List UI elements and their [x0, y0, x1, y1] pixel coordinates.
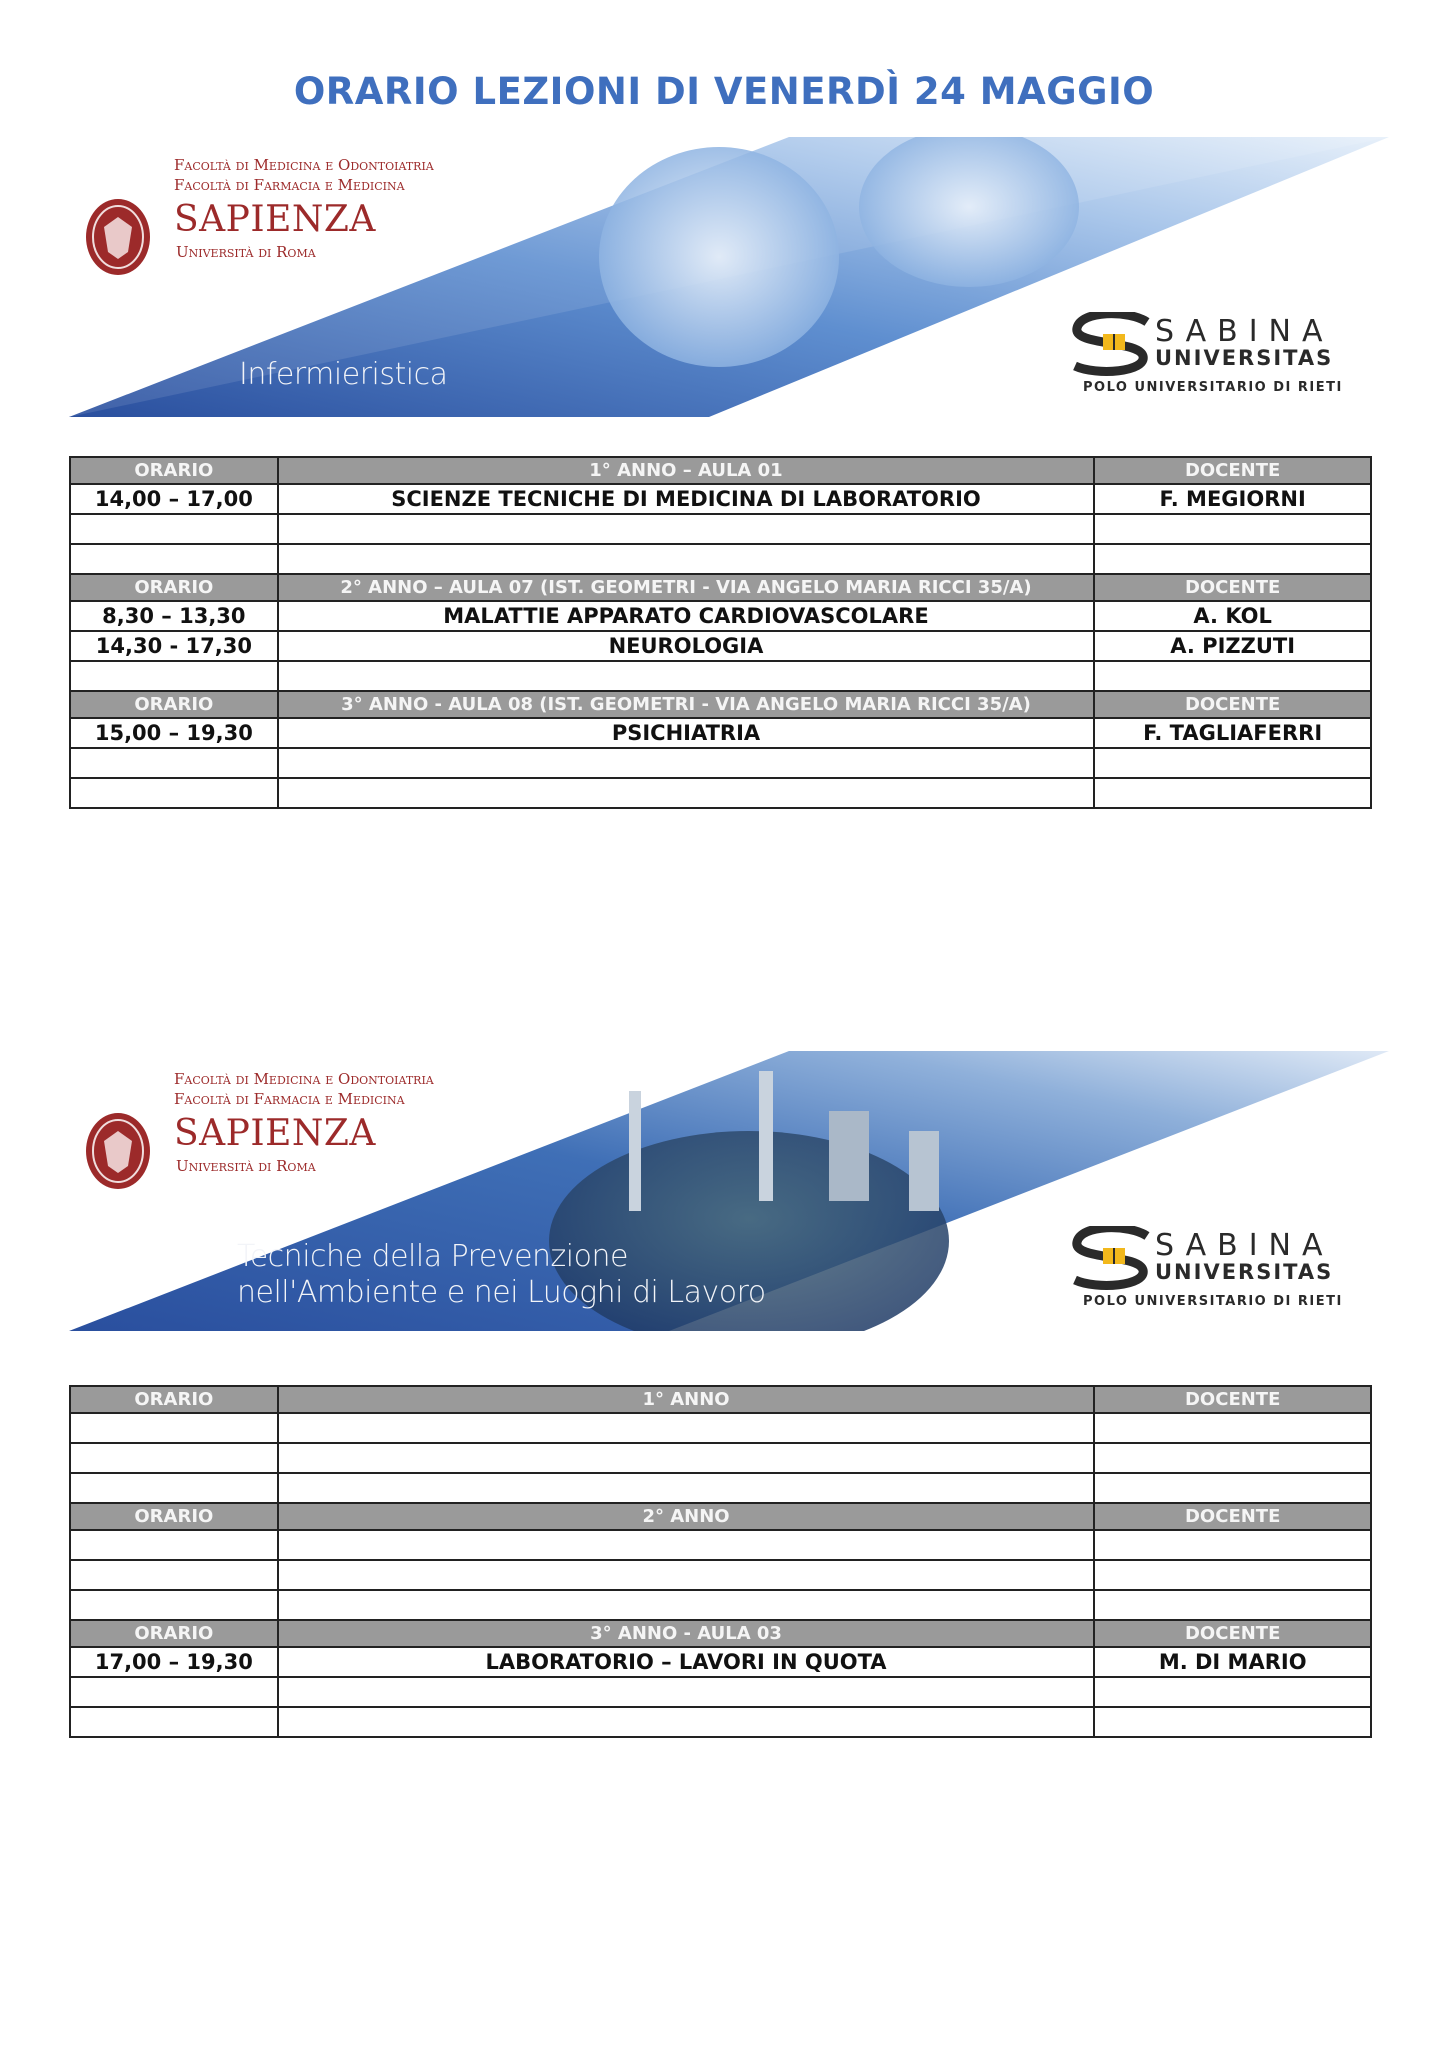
header-cell: 2° ANNO	[278, 1503, 1095, 1530]
time-cell	[70, 748, 278, 778]
faculty-lines	[174, 155, 434, 195]
time-cell	[70, 661, 278, 691]
time-cell	[70, 1560, 278, 1590]
banner-infermieristica	[69, 137, 1389, 417]
factory-shape	[909, 1131, 939, 1211]
course-line: Infermieristica	[239, 357, 448, 392]
teacher-cell: A. PIZZUTI	[1094, 631, 1371, 661]
course-cell	[278, 1590, 1095, 1620]
table-header-row	[70, 1620, 1371, 1647]
sabina-word: SABINA	[1155, 314, 1334, 349]
table-header-row	[70, 691, 1371, 718]
course-cell	[278, 544, 1095, 574]
sabina-s-icon	[1069, 312, 1153, 376]
course-cell: LABORATORIO – LAVORI IN QUOTA	[278, 1647, 1095, 1677]
teacher-cell: F. MEGIORNI	[1094, 484, 1371, 514]
table-row	[70, 484, 1371, 514]
faculty-line: Facoltà di Medicina e Odontoiatria	[174, 156, 434, 174]
sabina-universitas-logo	[1069, 312, 1379, 402]
header-cell: 3° ANNO - AULA 08 (IST. GEOMETRI - VIA ANGELO MARIA RICCI 35/A)	[278, 691, 1095, 718]
table-row	[70, 1590, 1371, 1620]
header-cell: ORARIO	[70, 691, 278, 718]
teacher-cell	[1094, 661, 1371, 691]
time-cell: 15,00 – 19,30	[70, 718, 278, 748]
course-cell	[278, 1677, 1095, 1707]
course-cell	[278, 1443, 1095, 1473]
table-row	[70, 544, 1371, 574]
teacher-cell: F. TAGLIAFERRI	[1094, 718, 1371, 748]
time-cell: 8,30 – 13,30	[70, 601, 278, 631]
teacher-cell	[1094, 1590, 1371, 1620]
course-cell	[278, 514, 1095, 544]
teacher-cell	[1094, 1530, 1371, 1560]
teacher-cell	[1094, 1677, 1371, 1707]
course-cell: SCIENZE TECNICHE DI MEDICINA DI LABORATORIO	[278, 484, 1095, 514]
sapienza-subtitle: Università di Roma	[176, 243, 316, 261]
teacher-cell	[1094, 514, 1371, 544]
time-cell	[70, 778, 278, 808]
time-cell	[70, 544, 278, 574]
table-row	[70, 1560, 1371, 1590]
teacher-cell	[1094, 1707, 1371, 1737]
teacher-cell	[1094, 1443, 1371, 1473]
time-cell	[70, 1443, 278, 1473]
course-cell: MALATTIE APPARATO CARDIOVASCOLARE	[278, 601, 1095, 631]
header-cell: 3° ANNO - AULA 03	[278, 1620, 1095, 1647]
teacher-cell: M. DI MARIO	[1094, 1647, 1371, 1677]
time-cell	[70, 514, 278, 544]
course-cell	[278, 1413, 1095, 1443]
header-cell: ORARIO	[70, 1503, 278, 1530]
header-cell: DOCENTE	[1094, 1620, 1371, 1647]
sabina-s-icon	[1069, 1226, 1153, 1290]
faculty-line: Facoltà di Farmacia e Medicina	[174, 1090, 405, 1108]
factory-shape	[829, 1111, 869, 1201]
teacher-cell	[1094, 1560, 1371, 1590]
course-cell	[278, 1530, 1095, 1560]
table-row	[70, 1707, 1371, 1737]
time-cell: 17,00 – 19,30	[70, 1647, 278, 1677]
table-row	[70, 718, 1371, 748]
header-cell: 1° ANNO – AULA 01	[278, 457, 1095, 484]
table-header-row	[70, 457, 1371, 484]
sapienza-logo-text: SAPIENZA	[174, 1113, 376, 1154]
schedule-table-tecniche-prevenzione	[69, 1385, 1372, 1738]
course-name	[239, 357, 447, 393]
surgeon-figure	[599, 147, 839, 367]
teacher-cell	[1094, 778, 1371, 808]
page-title: ORARIO LEZIONI DI VENERDÌ 24 MAGGIO	[293, 70, 1155, 113]
time-cell	[70, 1413, 278, 1443]
faculty-line: Facoltà di Farmacia e Medicina	[174, 176, 405, 194]
table-row	[70, 748, 1371, 778]
faculty-line: Facoltà di Medicina e Odontoiatria	[174, 1070, 434, 1088]
header-cell: ORARIO	[70, 574, 278, 601]
teacher-cell: A. KOL	[1094, 601, 1371, 631]
course-cell	[278, 1560, 1095, 1590]
header-cell: DOCENTE	[1094, 574, 1371, 601]
sabina-universitas-logo	[1069, 1226, 1379, 1316]
schedule-table-infermieristica	[69, 456, 1372, 809]
time-cell	[70, 1707, 278, 1737]
course-cell	[278, 1473, 1095, 1503]
table-header-row	[70, 1503, 1371, 1530]
table-header-row	[70, 1386, 1371, 1413]
table-row	[70, 631, 1371, 661]
time-cell	[70, 1530, 278, 1560]
course-cell	[278, 748, 1095, 778]
faculty-lines	[174, 1069, 434, 1109]
banner-tecniche-prevenzione	[69, 1051, 1389, 1331]
sapienza-logo-text: SAPIENZA	[174, 199, 376, 240]
chimney-shape	[629, 1091, 641, 1211]
table-row	[70, 1677, 1371, 1707]
header-cell: ORARIO	[70, 457, 278, 484]
polo-universitario: POLO UNIVERSITARIO DI RIETI	[1083, 380, 1343, 395]
table-header-row	[70, 574, 1371, 601]
time-cell: 14,00 – 17,00	[70, 484, 278, 514]
course-cell: PSICHIATRIA	[278, 718, 1095, 748]
universitas-word: UNIVERSITAS	[1155, 346, 1334, 370]
polo-universitario: POLO UNIVERSITARIO DI RIETI	[1083, 1294, 1343, 1309]
time-cell: 14,30 - 17,30	[70, 631, 278, 661]
table-row	[70, 1647, 1371, 1677]
table-row	[70, 778, 1371, 808]
course-cell	[278, 1707, 1095, 1737]
table-row	[70, 1413, 1371, 1443]
header-cell: 1° ANNO	[278, 1386, 1095, 1413]
course-name	[237, 1239, 766, 1311]
sabina-word: SABINA	[1155, 1228, 1334, 1263]
header-cell: DOCENTE	[1094, 457, 1371, 484]
header-cell: DOCENTE	[1094, 1386, 1371, 1413]
teacher-cell	[1094, 1473, 1371, 1503]
course-cell	[278, 661, 1095, 691]
time-cell	[70, 1590, 278, 1620]
table-row	[70, 1443, 1371, 1473]
teacher-cell	[1094, 544, 1371, 574]
course-line: nell'Ambiente e nei Luoghi di Lavoro	[237, 1275, 766, 1310]
header-cell: DOCENTE	[1094, 691, 1371, 718]
course-cell: NEUROLOGIA	[278, 631, 1095, 661]
universitas-word: UNIVERSITAS	[1155, 1260, 1334, 1284]
table-row	[70, 514, 1371, 544]
table-row	[70, 1473, 1371, 1503]
header-cell: ORARIO	[70, 1386, 278, 1413]
table-row	[70, 601, 1371, 631]
course-cell	[278, 778, 1095, 808]
teacher-cell	[1094, 748, 1371, 778]
course-line: Tecniche della Prevenzione	[237, 1239, 628, 1274]
table-row	[70, 661, 1371, 691]
time-cell	[70, 1473, 278, 1503]
header-cell: 2° ANNO – AULA 07 (IST. GEOMETRI - VIA ANGELO MARIA RICCI 35/A)	[278, 574, 1095, 601]
chimney-shape	[759, 1071, 773, 1201]
header-cell: DOCENTE	[1094, 1503, 1371, 1530]
table-row	[70, 1530, 1371, 1560]
time-cell	[70, 1677, 278, 1707]
teacher-cell	[1094, 1413, 1371, 1443]
header-cell: ORARIO	[70, 1620, 278, 1647]
sapienza-subtitle: Università di Roma	[176, 1157, 316, 1175]
